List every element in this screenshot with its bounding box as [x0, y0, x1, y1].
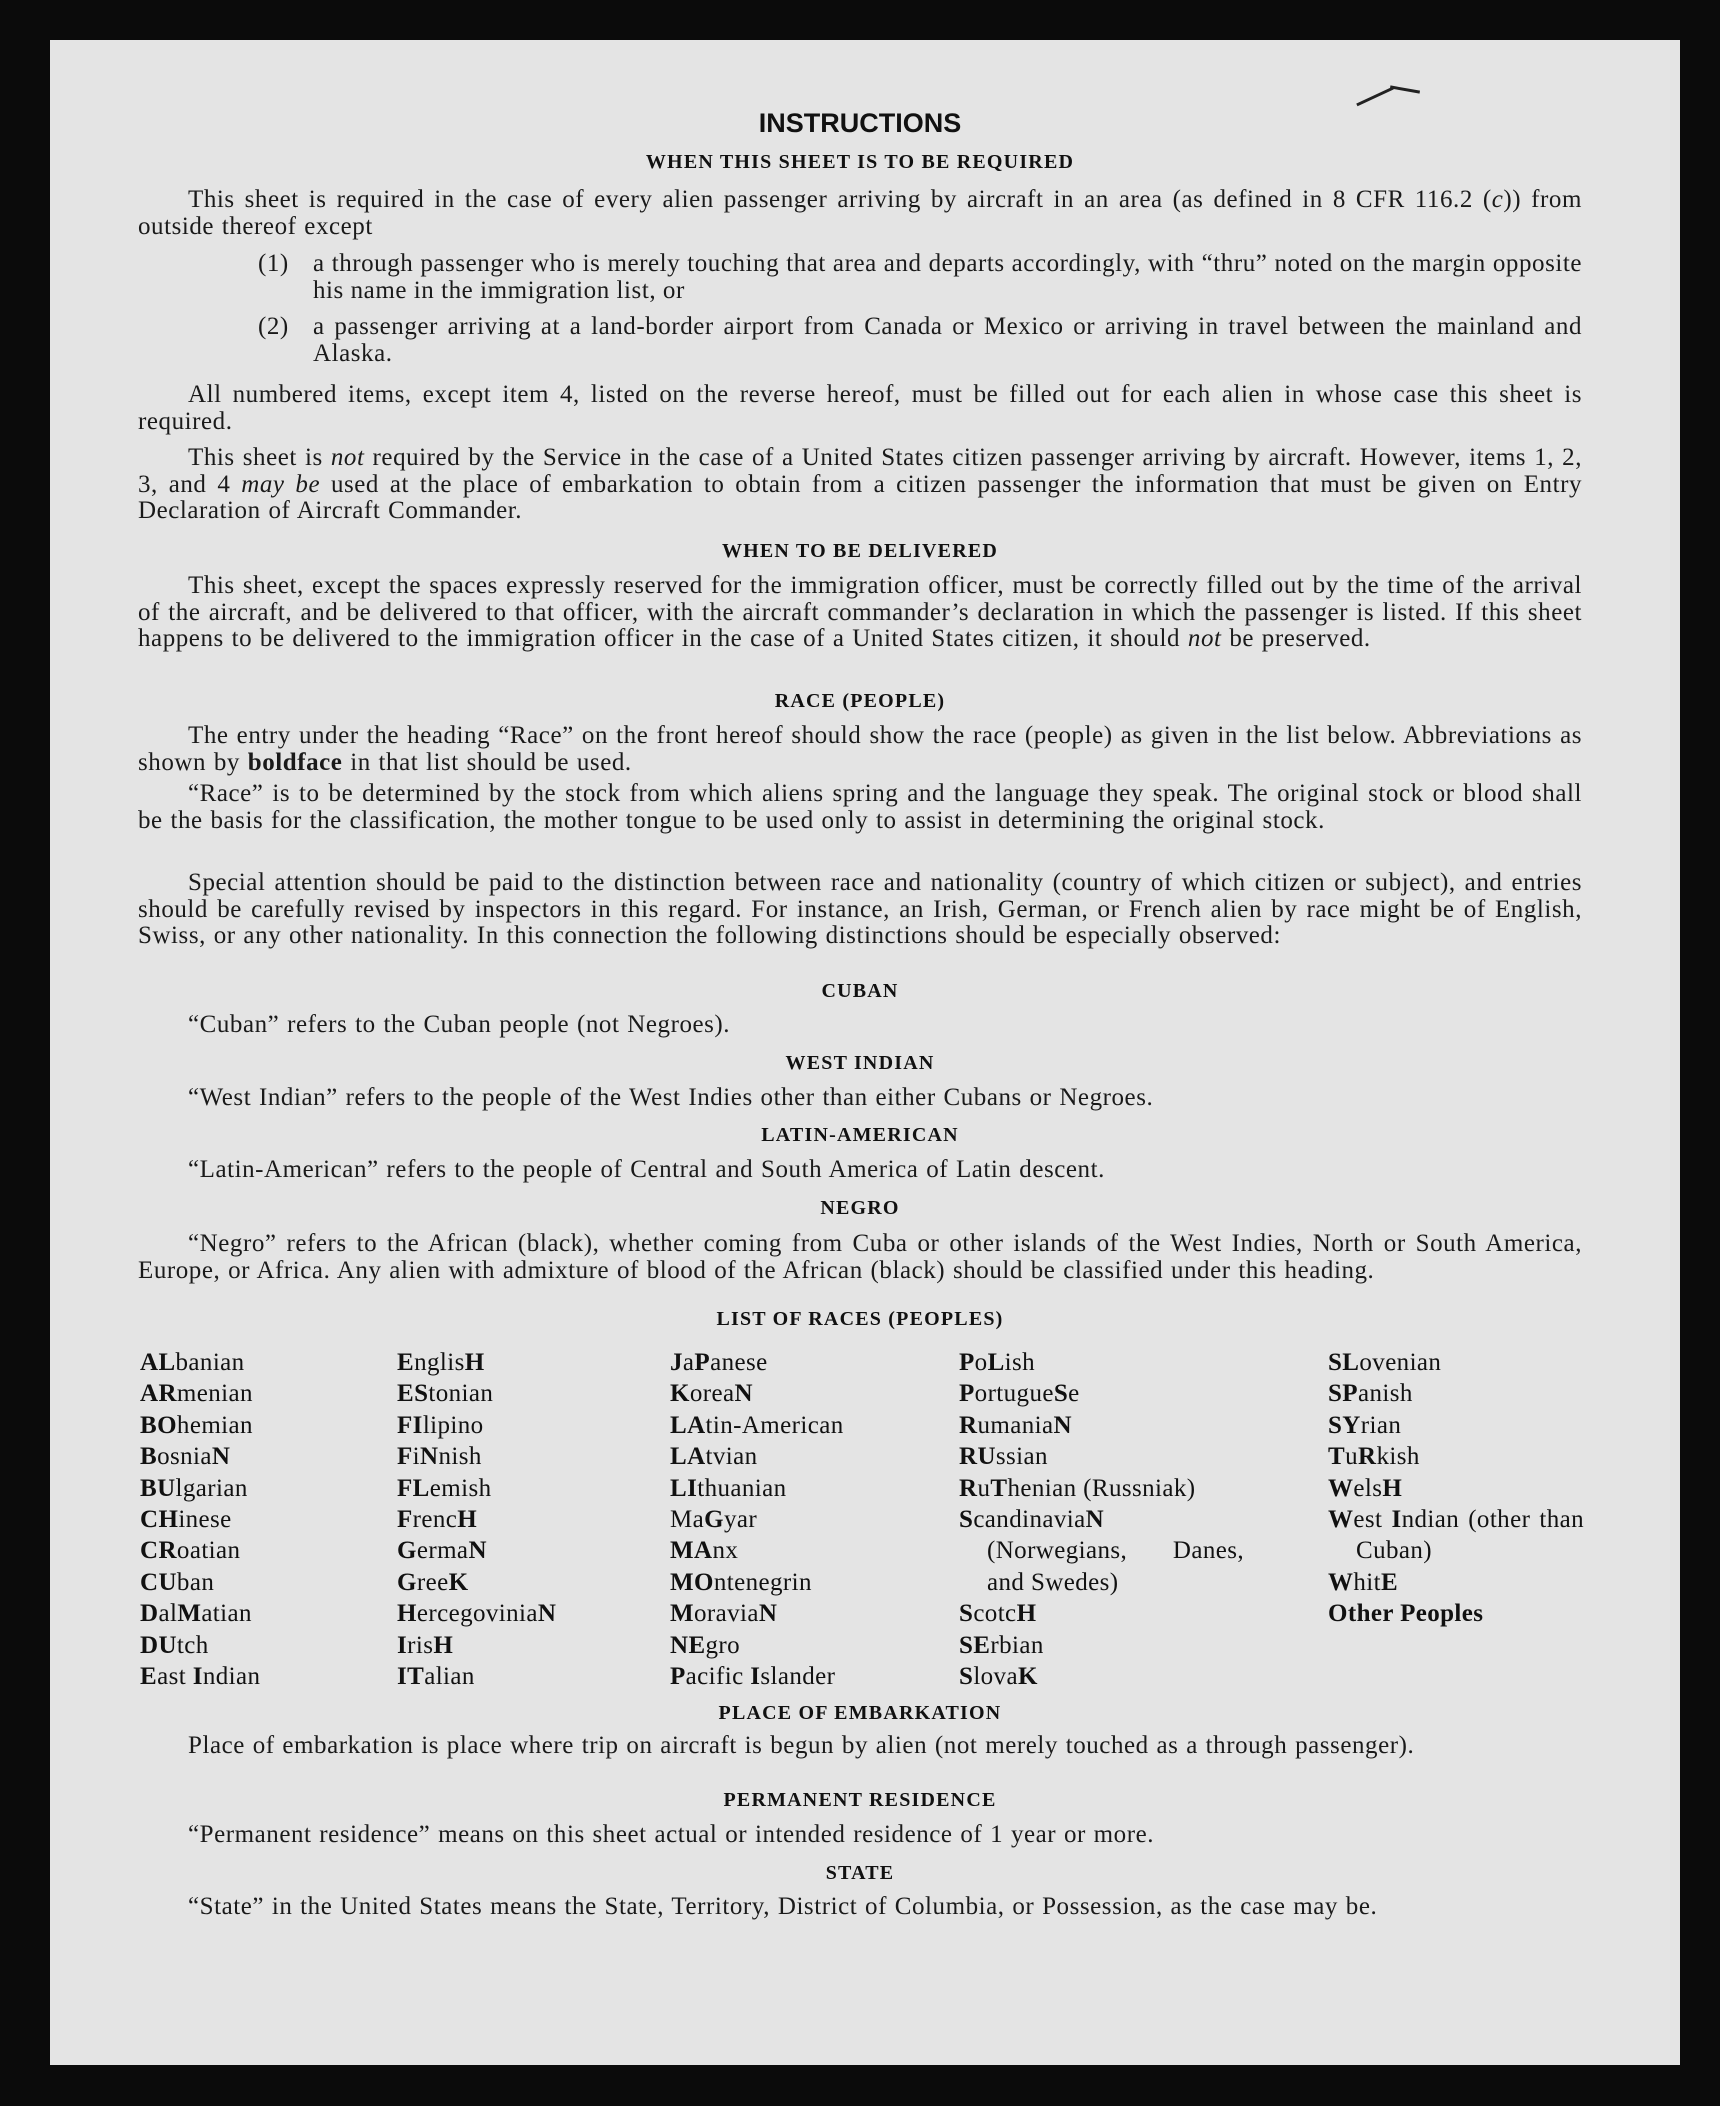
- race-abbreviation: AR: [140, 1380, 177, 1408]
- race-text: inese: [178, 1506, 232, 1534]
- race-entry: [670, 1535, 950, 1566]
- race-text: lgarian: [175, 1474, 248, 1502]
- race-abbreviation: F: [397, 1443, 413, 1471]
- race-text: ercegovinia: [416, 1600, 538, 1628]
- race-text: orea: [689, 1380, 735, 1408]
- paragraph-text: in that list should be used.: [342, 748, 632, 776]
- race-abbreviation: H: [457, 1506, 478, 1534]
- race-abbreviation: IT: [397, 1663, 425, 1691]
- race-entry: [670, 1598, 950, 1629]
- race-abbreviation: G: [397, 1568, 417, 1596]
- race-text: M: [670, 1506, 693, 1534]
- race-entry: [1328, 1410, 1584, 1441]
- race-text: nglis: [414, 1349, 465, 1376]
- race-abbreviation: M: [670, 1600, 694, 1628]
- race-entry: [397, 1504, 657, 1535]
- race-abbreviation: R: [1357, 1443, 1377, 1471]
- section-heading: LIST OF RACES (PEOPLES): [716, 1308, 1004, 1330]
- race-text: kish: [1376, 1443, 1420, 1471]
- race-text: rbian: [990, 1631, 1044, 1659]
- race-entry: [1328, 1441, 1584, 1472]
- paragraph-text: Special attention should be paid to the distinction between race and nationality (country of which citizen or subject), and entries should be carefully revised by inspectors in this regard. For instance, an Irish, German, or French alien by race might be of English, Swiss, or any other nationality. In this connection the following distinctions should be especially observed:: [138, 869, 1582, 949]
- paragraph-text: “Cuban” refers to the Cuban people (not Negroes).: [188, 1011, 731, 1038]
- race-entry: [670, 1441, 950, 1472]
- race-text: nish: [438, 1443, 482, 1471]
- race-abbreviation: NE: [670, 1631, 706, 1659]
- paragraph-text: )) from outside thereof except: [138, 186, 1582, 240]
- race-abbreviation: AL: [140, 1349, 176, 1376]
- race-text: ssian: [995, 1443, 1048, 1471]
- race-text: o: [974, 1349, 988, 1376]
- race-entry: [397, 1473, 657, 1504]
- race-text: ast: [157, 1663, 193, 1691]
- race-entry: [397, 1410, 657, 1441]
- race-text: e: [1068, 1380, 1080, 1408]
- race-text: yar: [724, 1506, 758, 1534]
- paragraph: [138, 382, 1582, 435]
- race-abbreviation: W: [1328, 1474, 1354, 1502]
- race-abbreviation: SE: [959, 1631, 991, 1659]
- race-abbreviation: H: [397, 1600, 417, 1628]
- section-heading: CUBAN: [821, 980, 899, 1002]
- race-text: lova: [973, 1663, 1018, 1691]
- race-abbreviation: MO: [670, 1568, 714, 1596]
- section-heading: PERMANENT RESIDENCE: [723, 1789, 997, 1811]
- paragraph-text: Place of embarkation is place where trip on aircraft is begun by alien (not merely touched as a through passenger).: [188, 1732, 1415, 1759]
- race-text: thuanian: [697, 1474, 787, 1502]
- section-heading: WEST INDIAN: [785, 1052, 935, 1074]
- race-entry: [1328, 1473, 1584, 1504]
- paragraph: [138, 870, 1582, 950]
- race-abbreviation: K: [670, 1380, 690, 1408]
- race-text: est: [1353, 1506, 1392, 1534]
- race-abbreviation: N: [468, 1537, 487, 1565]
- race-entry: [140, 1441, 380, 1472]
- paragraph: [138, 1894, 1582, 1921]
- section-heading: NEGRO: [820, 1197, 900, 1219]
- item-text: a through passenger who is merely touching that area and departs accordingly, with “thru” noted on the margin opposite his name in the immigration list, or: [313, 250, 1582, 304]
- race-abbreviation: R: [959, 1411, 978, 1439]
- race-entry: [140, 1630, 380, 1661]
- paragraph: [138, 445, 1582, 525]
- race-abbreviation: J: [670, 1349, 683, 1376]
- race-text: menian: [176, 1380, 253, 1408]
- race-text: i: [412, 1443, 421, 1471]
- race-text: slander: [760, 1663, 836, 1691]
- section-heading: LATIN-AMERICAN: [761, 1124, 959, 1146]
- race-text: ree: [416, 1568, 449, 1596]
- race-entry: [959, 1598, 1244, 1629]
- race-text: erma: [416, 1537, 469, 1565]
- race-column: [959, 1347, 1244, 1692]
- section-heading: WHEN THIS SHEET IS TO BE REQUIRED: [645, 151, 1075, 173]
- race-abbreviation: P: [959, 1380, 975, 1408]
- race-entry: [670, 1661, 950, 1692]
- race-text: anish: [1357, 1380, 1413, 1408]
- paragraph-text: The entry under the heading “Race” on the front hereof should show the race (people) as given in the list below. Abbreviations as shown by: [138, 722, 1582, 776]
- race-entry: [1328, 1378, 1584, 1409]
- section-heading: STATE: [825, 1862, 895, 1884]
- race-abbreviation: H: [1382, 1474, 1403, 1502]
- emphasis-text: boldface: [247, 748, 343, 776]
- race-entry: [397, 1378, 657, 1409]
- race-text: ndian: [202, 1663, 261, 1691]
- race-text: cotc: [973, 1600, 1017, 1628]
- race-entry: [670, 1410, 950, 1441]
- race-entry: [959, 1504, 1244, 1598]
- paragraph: [138, 723, 1582, 776]
- race-abbreviation: CH: [140, 1506, 179, 1534]
- race-entry: [140, 1473, 380, 1504]
- race-entry: [397, 1347, 657, 1378]
- race-abbreviation: P: [670, 1663, 686, 1691]
- race-text: alian: [424, 1663, 475, 1691]
- race-text: ris: [407, 1631, 434, 1659]
- race-abbreviation: I: [750, 1663, 761, 1691]
- race-text: u: [977, 1474, 991, 1502]
- race-entry: [140, 1567, 380, 1598]
- race-abbreviation: LI: [670, 1474, 698, 1502]
- paragraph-text: used at the place of embarkation to obtain from a citizen passenger the information that must be given on Entry Declaration of Aircraft Commander.: [138, 470, 1583, 524]
- race-abbreviation: T: [990, 1474, 1008, 1502]
- race-entry: [140, 1347, 380, 1378]
- paragraph-text: “West Indian” refers to the people of the West Indies other than either Cubans or Negroes.: [188, 1084, 1154, 1111]
- race-text: umania: [977, 1411, 1054, 1439]
- race-abbreviation: N: [420, 1443, 439, 1471]
- paragraph-text: All numbered items, except item 4, listed on the reverse hereof, must be filled out for each alien in whose case this sheet is required.: [138, 381, 1582, 435]
- race-abbreviation: N: [758, 1600, 778, 1628]
- paragraph: [138, 1157, 1582, 1184]
- race-entry: [140, 1661, 380, 1692]
- race-abbreviation: D: [140, 1600, 159, 1628]
- emphasis-text: not: [1187, 625, 1222, 652]
- paragraph-text: “Latin-American” refers to the people of Central and South America of Latin descent.: [188, 1156, 1105, 1183]
- race-column: [1328, 1347, 1584, 1630]
- race-text: rian: [1360, 1411, 1402, 1439]
- race-column: [670, 1347, 950, 1692]
- race-text: hit: [1353, 1568, 1381, 1596]
- race-text: tch: [176, 1631, 209, 1659]
- race-text: oravia: [694, 1600, 759, 1628]
- race-text: ovenian: [1359, 1349, 1442, 1376]
- race-text: tvian: [705, 1443, 758, 1471]
- race-text: nx: [712, 1537, 739, 1565]
- paragraph-text: “Race” is to be determined by the stock from which aliens spring and the language they speak. The original stock or blood shall be the basis for the classification, the mother tongue to be used only to assist in determining the original stock.: [138, 780, 1582, 834]
- race-text: emish: [429, 1474, 492, 1502]
- race-abbreviation: CR: [140, 1537, 177, 1565]
- race-text: candinavia: [973, 1506, 1086, 1534]
- race-entry: [140, 1598, 380, 1629]
- race-abbreviation: G: [397, 1537, 417, 1565]
- paragraph-text: “Permanent residence” means on this sheet actual or intended residence of 1 year or more.: [188, 1821, 1155, 1848]
- race-abbreviation: R: [959, 1474, 978, 1502]
- race-abbreviation: G: [704, 1506, 724, 1534]
- paragraph: [138, 1822, 1582, 1849]
- handwritten-mark: [1390, 85, 1420, 93]
- race-entry: [397, 1441, 657, 1472]
- paragraph: [138, 1085, 1582, 1112]
- race-text: u: [1345, 1443, 1358, 1471]
- race-text: els: [1353, 1474, 1383, 1502]
- race-text: al: [158, 1600, 178, 1628]
- race-abbreviation: K: [448, 1568, 469, 1596]
- race-text: ban: [176, 1568, 215, 1596]
- race-abbreviation: CU: [140, 1568, 177, 1596]
- race-abbreviation: N: [734, 1380, 753, 1408]
- race-entry: [959, 1473, 1244, 1504]
- race-abbreviation: I: [192, 1663, 203, 1691]
- race-abbreviation: S: [959, 1600, 974, 1628]
- item-number: (1): [258, 250, 289, 277]
- race-abbreviation: P: [959, 1349, 975, 1376]
- race-abbreviation: FL: [397, 1474, 430, 1502]
- race-abbreviation: E: [140, 1663, 158, 1691]
- race-text: oatian: [176, 1537, 241, 1565]
- race-text: anese: [710, 1349, 768, 1376]
- race-text: lipino: [422, 1411, 484, 1439]
- race-column: [397, 1347, 657, 1692]
- emphasis-text: may be: [241, 470, 321, 498]
- race-entry: [1328, 1347, 1584, 1378]
- race-entry: [670, 1630, 950, 1661]
- paragraph-text: required by the Service in the case of a United States citizen passenger arriving by aircraft. However, items 1, 2, 3, and 4: [138, 444, 1582, 498]
- race-entry: [670, 1378, 950, 1409]
- race-column: [140, 1347, 380, 1692]
- race-entry: [1328, 1567, 1584, 1598]
- race-abbreviation: N: [211, 1443, 231, 1471]
- race-entry: [397, 1630, 657, 1661]
- race-abbreviation: W: [1328, 1506, 1354, 1534]
- race-abbreviation: B: [140, 1443, 158, 1471]
- paragraph-text: This sheet, except the spaces expressly reserved for the immigration officer, must be correctly filled out by the time of the arrival of the aircraft, and be delivered to that officer, with the aircraft commander’s declaration in which the passenger is listed. If this sheet happens to be delivered to the immigration officer in the case of a United States citizen, it should: [138, 572, 1582, 652]
- race-abbreviation: H: [1016, 1600, 1037, 1628]
- emphasis-text: not: [330, 444, 365, 471]
- paragraph: [138, 781, 1582, 834]
- paragraph-text: “Negro” refers to the African (black), whether coming from Cuba or other islands of the West Indies, North or South America, Europe, or Africa. Any alien with admixture of blood of the African (black) should be classified under this heading.: [138, 1230, 1582, 1284]
- paragraph-text: be preserved.: [1221, 625, 1371, 652]
- race-entry: [959, 1378, 1244, 1409]
- race-text: renc: [412, 1506, 458, 1534]
- race-text: tonian: [428, 1380, 494, 1408]
- race-abbreviation: I: [1391, 1506, 1402, 1534]
- race-entry: [397, 1535, 657, 1566]
- race-text: atian: [201, 1600, 252, 1628]
- section-heading: WHEN TO BE DELIVERED: [721, 540, 999, 562]
- paragraph: [138, 573, 1582, 653]
- race-abbreviation: LA: [670, 1443, 706, 1471]
- race-abbreviation: L: [987, 1349, 1005, 1376]
- race-abbreviation: RU: [959, 1443, 996, 1471]
- race-abbreviation: S: [959, 1663, 974, 1691]
- race-abbreviation: FI: [397, 1411, 423, 1439]
- race-entry: [670, 1504, 950, 1535]
- race-entry: [397, 1567, 657, 1598]
- race-entry: [959, 1347, 1244, 1378]
- race-entry: [397, 1661, 657, 1692]
- race-abbreviation: M: [177, 1600, 202, 1628]
- list-item: [258, 314, 1582, 367]
- race-abbreviation: SL: [1328, 1349, 1360, 1376]
- race-entry: [670, 1473, 950, 1504]
- race-entry: [959, 1441, 1244, 1472]
- race-text: tin-American: [705, 1411, 844, 1439]
- race-text: gro: [705, 1631, 741, 1659]
- race-abbreviation: T: [1328, 1443, 1346, 1471]
- race-entry: [397, 1598, 657, 1629]
- race-abbreviation: BO: [140, 1411, 177, 1439]
- race-abbreviation: S: [959, 1506, 974, 1534]
- list-item: [258, 251, 1582, 304]
- race-entry: [1328, 1598, 1584, 1629]
- race-text: henian (Russniak): [1007, 1474, 1196, 1502]
- race-abbreviation: Other Peoples: [1328, 1600, 1484, 1628]
- race-abbreviation: N: [537, 1600, 557, 1628]
- handwritten-mark: [1356, 87, 1394, 107]
- race-entry: [140, 1410, 380, 1441]
- race-text: a: [692, 1506, 705, 1534]
- race-abbreviation: F: [397, 1506, 413, 1534]
- race-text: a: [682, 1349, 695, 1376]
- race-text: osnia: [157, 1443, 212, 1471]
- race-abbreviation: S: [1053, 1380, 1069, 1408]
- race-abbreviation: I: [397, 1631, 408, 1659]
- race-text: ish: [1004, 1349, 1036, 1376]
- race-abbreviation: MA: [670, 1537, 713, 1565]
- race-abbreviation: BU: [140, 1474, 176, 1502]
- paragraph: [138, 1012, 1582, 1039]
- race-abbreviation: E: [1381, 1568, 1399, 1596]
- race-abbreviation: E: [397, 1349, 415, 1376]
- race-text: (Norwegians, Danes, and Swedes): [987, 1537, 1244, 1596]
- race-entry: [140, 1535, 380, 1566]
- race-text: hemian: [176, 1411, 253, 1439]
- paragraph-text: This sheet is required in the case of every alien passenger arriving by aircraft in an area (as defined in 8 CFR 116.2 (: [188, 186, 1492, 213]
- race-entry: [959, 1661, 1244, 1692]
- race-abbreviation: W: [1328, 1568, 1354, 1596]
- race-abbreviation: ES: [397, 1380, 429, 1408]
- race-abbreviation: H: [433, 1631, 454, 1659]
- race-text: ortugue: [974, 1380, 1054, 1408]
- emphasis-text: c: [1491, 186, 1504, 213]
- race-entry: [959, 1410, 1244, 1441]
- paragraph: [138, 1733, 1582, 1760]
- section-heading: RACE (PEOPLE): [774, 690, 946, 712]
- race-abbreviation: DU: [140, 1631, 177, 1659]
- race-entry: [140, 1378, 380, 1409]
- item-number: (2): [258, 313, 289, 340]
- paragraph: [138, 1231, 1582, 1284]
- race-abbreviation: P: [694, 1349, 711, 1376]
- section-heading: PLACE OF EMBARKATION: [718, 1702, 1002, 1724]
- race-abbreviation: N: [1053, 1411, 1072, 1439]
- race-abbreviation: SY: [1328, 1411, 1361, 1439]
- race-entry: [140, 1504, 380, 1535]
- race-abbreviation: H: [464, 1349, 485, 1376]
- race-text: ndian (other than Cuban): [1356, 1506, 1585, 1565]
- page-title: INSTRUCTIONS: [758, 108, 962, 138]
- race-entry: [670, 1567, 950, 1598]
- race-text: ntenegrin: [713, 1568, 812, 1596]
- race-entry: [1328, 1504, 1584, 1567]
- paragraph-text: This sheet is: [188, 444, 331, 471]
- race-text: banian: [175, 1349, 245, 1376]
- paragraph: [138, 187, 1582, 240]
- race-entry: [670, 1347, 950, 1378]
- race-abbreviation: SP: [1328, 1380, 1358, 1408]
- paragraph-text: “State” in the United States means the State, Territory, District of Columbia, or Possession, as the case may be.: [188, 1893, 1378, 1920]
- race-abbreviation: N: [1085, 1506, 1105, 1534]
- race-abbreviation: K: [1017, 1663, 1038, 1691]
- race-abbreviation: LA: [670, 1411, 706, 1439]
- item-text: a passenger arriving at a land-border airport from Canada or Mexico or arriving in travel between the mainland and Alaska.: [313, 313, 1582, 367]
- race-text: acific: [685, 1663, 751, 1691]
- race-entry: [959, 1630, 1244, 1661]
